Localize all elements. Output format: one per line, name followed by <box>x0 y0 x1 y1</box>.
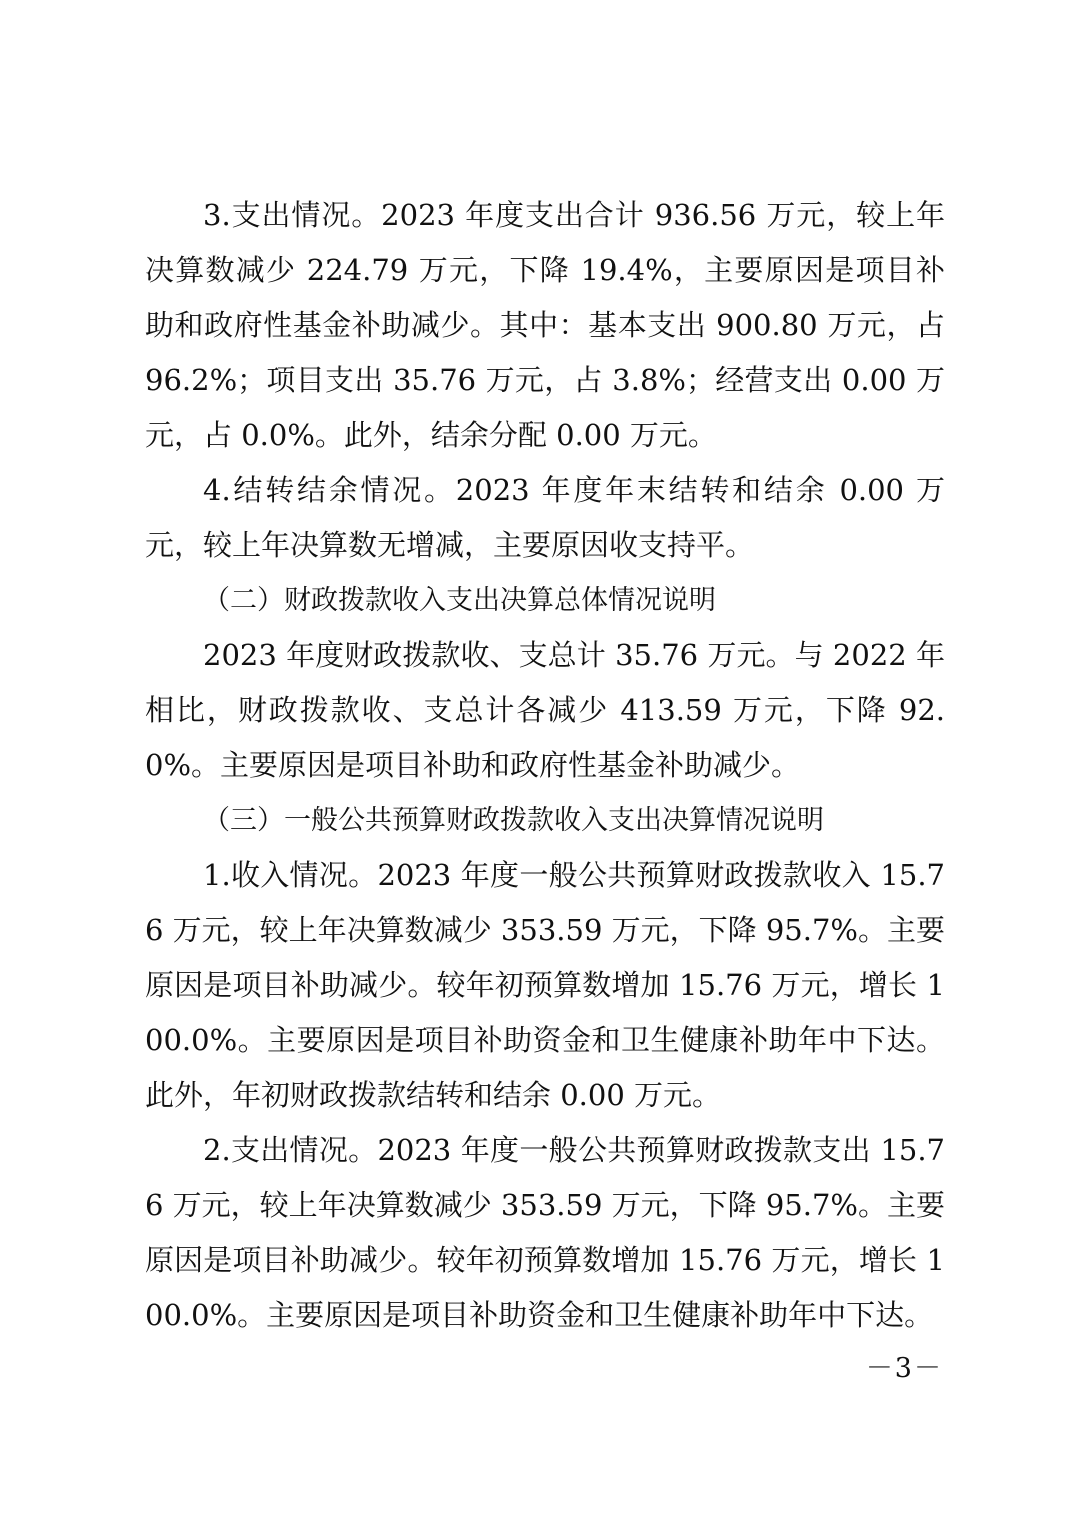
paragraph-general-income: 1.收入情况。2023 年度一般公共预算财政拨款收入 15.76 万元，较上年决算数减少 353.59 万元，下降 95.7%。主要原因是项目补助减少。较年初预算数增加 15.76 万元，增长 100.0%。主要原因是项目补助资金和卫生健康补助年中下达。此外，年初财政拨款结转和结余 0.00 万元。 <box>145 858 945 1112</box>
paragraph-carryover: 4.结转结余情况。2023 年度年末结转和结余 0.00 万元，较上年决算数无增减，主要原因收支持平。 <box>145 473 945 562</box>
paragraph-expenditure: 3.支出情况。2023 年度支出合计 936.56 万元，较上年决算数减少 224.79 万元，下降 19.4%，主要原因是项目补助和政府性基金补助减少。其中：基本支出 900.80 万元，占 96.2%；项目支出 35.76 万元，占 3.8%；经营支出 0.00 万元，占 0.0%。此外，结余分配 0.00 万元。 <box>145 198 945 452</box>
paragraph-fiscal-overview: 2023 年度财政拨款收、支总计 35.76 万元。与 2022 年相比，财政拨款收、支总计各减少 413.59 万元，下降 92.0%。主要原因是项目补助和政府性基金补助减少。 <box>145 638 945 782</box>
document-body <box>145 188 945 1343</box>
section-heading-fiscal-overview: （二）财政拨款收入支出决算总体情况说明 <box>203 585 716 616</box>
section-heading-general-budget: （三）一般公共预算财政拨款收入支出决算情况说明 <box>203 805 824 836</box>
paragraph-general-expenditure: 2.支出情况。2023 年度一般公共预算财政拨款支出 15.76 万元，较上年决算数减少 353.59 万元，下降 95.7%。主要原因是项目补助减少。较年初预算数增加 15.76 万元，增长 100.0%。主要原因是项目补助资金和卫生健康补助年中下达。 <box>145 1133 945 1332</box>
page-number: －3－ <box>865 1353 943 1384</box>
